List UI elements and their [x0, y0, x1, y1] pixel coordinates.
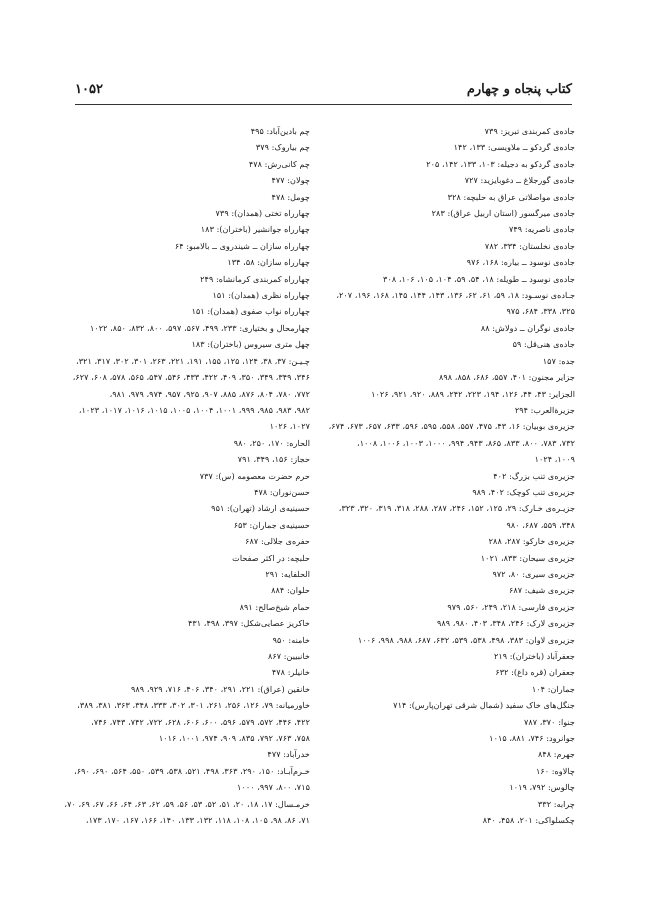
index-entry: جاده‌ی مواصلاتی عراق به حلبچه: ۳۲۸ — [447, 191, 575, 202]
index-entry: الحلفایه: ۲۹۱ — [265, 568, 310, 579]
index-entry: ۷۱۵، ۸۰۰، ۹۹۷، ۱۰۰۰ — [237, 782, 310, 793]
index-entry: جزیره‌ی تنب کوچک: ۴۰۲، ۹۸۹ — [472, 486, 575, 497]
index-entry: جعفرآباد (باختران): ۲۱۹ — [493, 651, 575, 661]
index-entry: جوانرود: ۷۴۶، ۸۸۱، ۱۰۱۵ — [489, 733, 575, 744]
index-entry: حسن‌نوران: ۴۷۸ — [254, 486, 310, 497]
index-entry: جزیره‌ی لاوان: ۳۸۳، ۴۹۸، ۵۳۸، ۵۳۹، ۶۳۲، ۶۸۷، ۹۸۸، ۹۹۸، ۱۰۰۶ — [357, 634, 575, 645]
index-entry: چرابه: ۳۳۲ — [537, 798, 575, 809]
index-entry: خامنه: ۹۵۰ — [272, 634, 310, 645]
index-entry: جاده‌ی گردکو به دجیله: ۱۰۳، ۱۳۳، ۱۴۲، ۲۰۵ — [426, 158, 575, 169]
index-entry: خانیلر: ۴۷۸ — [271, 667, 310, 678]
index-entry: خانبیین: ۸۶۷ — [267, 651, 310, 661]
index-entry: جاده‌ی هنی‌قل: ۵۹ — [512, 339, 575, 350]
index-entry: چـیـن: ۳۷، ۳۸، ۱۲۴، ۱۲۵، ۱۵۵، ۱۹۱، ۲۲۱، ۲۶۳، ۳۰۱، ۳۰۲، ۳۱۷، ۳۲۱، — [76, 355, 310, 366]
index-entry: چهارراه نظری (همدان): ۱۵۱ — [212, 290, 310, 301]
index-entry: جعفران (قره داغ): ۶۳۲ — [495, 667, 575, 678]
index-entry: جاده‌ی نوسود ــ طویله: ۱۸، ۵۴، ۵۹، ۱۰۴، ۱۰۵، ۱۰۶، ۳۰۸ — [383, 273, 575, 284]
index-column-right — [327, 123, 575, 828]
index-entry: ۳۲۵، ۳۳۸، ۶۸۴، ۹۷۵ — [506, 306, 575, 317]
index-entry: چهارراه سازان ــ شیندروی ــ بالامبو: ۶۴ — [174, 240, 310, 251]
index-entry: ۹۸۲، ۹۸۳، ۹۸۵، ۹۹۹، ۱۰۰۱، ۱۰۰۴، ۱۰۰۵، ۱۰۱۵، ۱۰۱۶، ۱۰۱۷، ۱۰۲۳، — [78, 404, 310, 415]
index-entry: جنوا: ۳۷۰، ۷۸۷ — [523, 716, 575, 727]
index-entry: جاده‌ی نوسود ــ بیاره: ۱۶۸، ۹۷۶ — [466, 257, 575, 268]
index-entry: جزیره‌ی سیری: ۸۰، ۹۷۲ — [492, 568, 575, 579]
index-entry: الجزایر: ۴۳، ۴۴، ۱۲۶، ۱۹۴، ۲۲۳، ۲۴۲، ۸۸۹، ۹۲۰، ۹۲۱، ۱۰۲۶ — [371, 388, 575, 399]
index-entry: جـاده‌ی نوسـود: ۱۸، ۵۹، ۶۱، ۶۲، ۱۳۶، ۱۴۳، ۱۴۴، ۱۴۵، ۱۶۸، ۱۹۶، ۲۰۷، — [336, 290, 575, 301]
page-header — [75, 80, 572, 105]
index-entry: جنگل‌های خاک سفید (شمال شرقی تهران‌پارس): ۷۱۴ — [393, 700, 575, 711]
index-entry: خرمـسال: ۱۷، ۱۸، ۲۰، ۵۱، ۵۲، ۵۳، ۵۶، ۵۹، ۶۲، ۶۳، ۶۴، ۶۶، ۶۷، ۶۹، ۷۰، — [64, 798, 310, 809]
index-entry: چم بیاروک: ۳۷۹ — [255, 142, 310, 153]
index-entry: چهارراه جوانشیر (باختران): ۱۸۳ — [200, 224, 310, 235]
index-entry: چکسلواکی: ۲۰۱، ۴۵۸، ۸۴۰ — [482, 815, 575, 826]
page-number: ۱۰۵۲ — [75, 82, 103, 97]
index-entry: جده: ۱۵۷ — [542, 355, 575, 366]
index-entry: جزیره‌ی تنب بزرگ: ۴۰۲ — [493, 470, 575, 481]
index-entry: ۱۰۲۷، ۱۰۲۶ — [269, 421, 310, 432]
index-entry: ۷۱، ۸۶، ۹۸، ۱۰۵، ۱۰۸، ۱۱۸، ۱۳۲، ۱۳۳، ۱۴۰، ۱۶۶، ۱۶۷، ۱۷۰، ۱۷۳، — [85, 815, 310, 826]
index-entry: ۴۲۲، ۴۴۶، ۵۷۲، ۵۷۹، ۵۹۶، ۶۰۰، ۶۰۶، ۶۲۸، ۷۲۲، ۷۴۲، ۷۴۳، ۷۴۶، — [91, 716, 310, 727]
index-entry: جزایر مجنون: ۴۰۱، ۵۵۷، ۶۸۶، ۸۵۸، ۸۹۸ — [438, 372, 575, 383]
index-entry: چهارراه تختی (همدان): ۷۳۹ — [215, 208, 310, 219]
index-entry: حلبچه: در اکثر صفحات — [232, 552, 310, 563]
index-entry: جزیـره‌ی خـارک: ۲۹، ۱۲۵، ۱۵۲، ۲۴۶، ۲۸۷، ۲۸۸، ۳۱۸، ۳۱۹، ۳۲۰، ۳۲۳، — [338, 503, 575, 514]
index-entry: حمام شیخ‌صالح: ۸۹۱ — [239, 601, 310, 612]
index-entry: حسینیه‌ی جماران: ۶۵۳ — [233, 519, 310, 530]
index-entry: خاکریز عصایی‌شکل: ۳۹۷، ۴۹۸، ۴۳۱ — [187, 618, 310, 629]
index-entry: حفره‌ی جلالی: ۶۸۷ — [245, 536, 310, 547]
index-entry: جزیرةالعرب: ۲۹۴ — [514, 404, 575, 415]
index-entry: جزیره‌ی بوبیان: ۱۶، ۴۳، ۴۷۵، ۵۵۷، ۵۵۸، ۵۹۵، ۵۹۶، ۶۳۳، ۶۵۷، ۶۷۳، ۶۷۴، — [328, 421, 575, 432]
index-entry: ۷۷۲، ۷۸۰، ۸۰۴، ۸۷۶، ۸۸۵، ۹۰۷، ۹۲۵، ۹۵۷، ۹۷۴، ۹۷۹، ۹۸۱، — [109, 388, 310, 399]
index-entry: ۳۴۸، ۵۵۹، ۶۸۷، ۹۸۰ — [506, 519, 575, 530]
index-entry: جاده‌ی گورجلاغ ــ دغوبایزید: ۷۲۷ — [464, 175, 575, 186]
index-column-left — [48, 123, 310, 828]
book-title: کتاب پنجاه و چهارم — [466, 82, 572, 97]
index-entry: جاده‌ی نوگران ــ دولاش: ۸۸ — [480, 322, 575, 333]
index-entry: خانقین (عراق): ۲۲۱، ۲۹۱، ۳۴۰، ۴۰۶، ۷۱۶، ۹۲۹، ۹۸۹ — [131, 683, 310, 694]
index-entry: جزیره‌ی سیحان: ۸۳۳، ۱۰۲۱ — [480, 552, 575, 563]
index-entry: ۳۴۶، ۳۴۹، ۳۴۹، ۳۵۰، ۴۰۹، ۴۲۲، ۴۳۳، ۵۴۶، ۵۴۷، ۵۶۵، ۵۷۸، ۶۰۸، ۶۲۷، — [72, 372, 310, 383]
index-entry: جاده‌ی ناصریه: ۷۴۹ — [509, 224, 575, 235]
index-entry: جزیره‌ی لارک: ۲۴۶، ۳۴۸، ۴۰۳، ۹۸۰، ۹۸۹ — [436, 618, 575, 629]
index-entry: چم کانی‌رش: ۴۷۸ — [248, 158, 310, 169]
index-entry: ۷۳۲، ۷۸۳، ۸۰۰، ۸۳۳، ۸۶۵، ۹۴۳، ۹۹۴، ۱۰۰۰، ۱۰۰۳، ۱۰۰۶، ۱۰۰۸، — [357, 437, 575, 448]
index-entry: ۱۰۰۹، ۱۰۲۴ — [534, 454, 575, 465]
index-entry: جزیره‌ی شیف: ۶۸۷ — [508, 585, 575, 596]
index-entry: جزیره‌ی فارسی: ۲۱۸، ۲۴۹، ۵۶۰، ۹۷۹ — [447, 601, 575, 612]
index-entry: حرم حضرت معصومه (س): ۷۳۷ — [199, 470, 310, 481]
index-entry: چالاوه: ۱۶۰ — [535, 765, 575, 776]
index-entry: خدرآباد: ۴۷۷ — [267, 749, 310, 760]
index-entry: چومل: ۴۷۸ — [271, 191, 310, 202]
index-entry: جاده‌ی نخلستان: ۳۳۴، ۷۸۲ — [484, 240, 575, 251]
index-entry: چولان: ۴۷۷ — [271, 175, 310, 186]
index-entry: خـرم‌آبـاد: ۱۵۰، ۲۹۰، ۳۶۳، ۴۹۸، ۵۲۱، ۵۳۸، ۵۳۹، ۵۵۰، ۵۶۴، ۶۹۰، ۶۹۰، — [74, 765, 310, 776]
index-entry: حجاز: ۱۵۶، ۳۴۹، ۷۹۱ — [237, 454, 310, 465]
index-entry: جاده‌ی میرگسور (استان اربیل عراق): ۲۸۳ — [431, 208, 575, 219]
index-entry: خاورمیانه: ۷۹، ۱۲۶، ۲۵۶، ۲۶۱، ۳۰۱، ۳۰۲، ۳۳۳، ۳۴۸، ۳۶۳، ۳۸۱، ۳۸۹، — [77, 700, 310, 711]
index-entry: جهرم: ۸۴۸ — [538, 749, 575, 760]
index-entry: چهارراه نواب صفوی (همدان): ۱۵۱ — [191, 306, 310, 317]
index-entry: جاده‌ی کمربندی تبریز: ۷۳۹ — [484, 126, 575, 136]
index-entry: چهارراه کمربندی کرمانشاه: ۲۴۹ — [200, 273, 310, 284]
index-entry: جماران: ۱۰۴ — [531, 683, 575, 694]
index-entry: حسینیه‌ی ارشاد (تهران): ۹۵۱ — [211, 503, 310, 514]
index-entry: چم بادین‌آباد: ۴۹۵ — [250, 126, 310, 136]
index-entry: چهارمحال و بختیاری: ۲۳۳، ۴۹۹، ۵۶۷، ۵۹۷، ۸۰۰، ۸۳۲، ۸۵۰، ۱۰۲۲ — [89, 322, 310, 333]
index-entry: حلوان: ۸۸۴ — [271, 585, 310, 596]
index-entry: ۷۵۸، ۷۶۳، ۷۹۲، ۸۳۵، ۹۰۹، ۹۷۴، ۱۰۰۱، ۱۰۱۶ — [158, 733, 310, 744]
index-entry: چهل متری سیروس (باختران): ۱۸۳ — [191, 339, 310, 350]
index-entry: الحاره: ۱۷۰، ۲۵۰، ۹۸۰ — [233, 437, 310, 448]
index-entry: جاده‌ی گردکو ــ ملاویسی: ۱۳۳، ۱۴۲ — [453, 142, 575, 153]
index-entry: جزیره‌ی خارکو: ۲۸۷، ۲۸۸ — [488, 536, 575, 547]
index-entry: چالوس: ۷۹۲، ۱۰۱۹ — [509, 782, 575, 793]
index-entry: چهارراه سازان: ۵۸، ۱۳۴ — [227, 257, 310, 268]
